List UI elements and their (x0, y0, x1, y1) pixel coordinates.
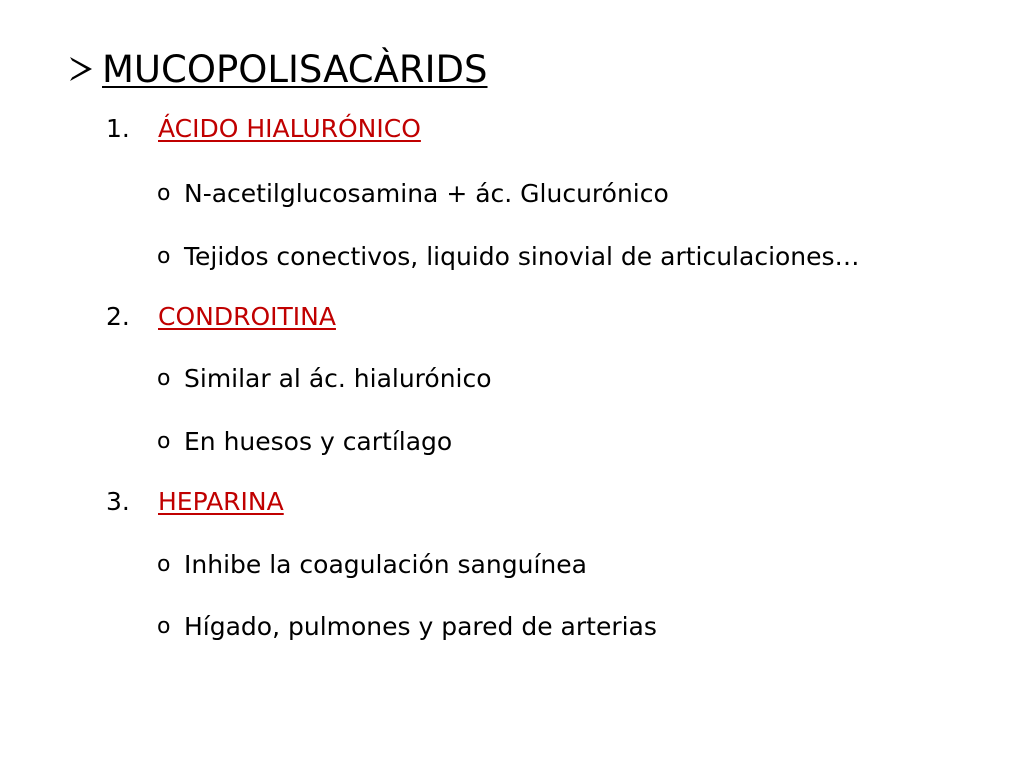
item-heading: ÁCIDO HIALURÓNICO (158, 114, 421, 143)
sub-item-text: Similar al ác. hialurónico (184, 364, 492, 393)
sub-item (0, 425, 1024, 459)
slide-title-row (66, 42, 488, 96)
circle-bullet-icon: o (157, 429, 171, 454)
sub-item-text: Inhibe la coagulación sanguínea (184, 550, 587, 579)
item-number: 1. (106, 114, 130, 143)
sub-item (0, 177, 1024, 211)
list-item-3 (0, 485, 1024, 519)
item-heading: CONDROITINA (158, 302, 336, 331)
sub-item (0, 610, 1024, 644)
sub-item (0, 362, 1024, 396)
sub-item (0, 240, 1024, 274)
list-item-2 (0, 300, 1024, 334)
circle-bullet-icon: o (157, 552, 171, 577)
item-number: 2. (106, 302, 130, 331)
circle-bullet-icon: o (157, 181, 171, 206)
item-number: 3. (106, 487, 130, 516)
sub-item-text: En huesos y cartílago (184, 427, 453, 456)
sub-item-text: N-acetilglucosamina + ác. Glucurónico (184, 179, 669, 208)
slide-title: MUCOPOLISACÀRIDS (102, 47, 488, 91)
circle-bullet-icon: o (157, 614, 171, 639)
item-heading: HEPARINA (158, 487, 284, 516)
arrow-bullet-icon (66, 54, 96, 84)
list-item-1 (0, 112, 1024, 146)
sub-item-text: Hígado, pulmones y pared de arterias (184, 612, 657, 641)
circle-bullet-icon: o (157, 244, 171, 269)
circle-bullet-icon: o (157, 366, 171, 391)
sub-item-text: Tejidos conectivos, liquido sinovial de articulaciones… (184, 242, 860, 271)
sub-item (0, 548, 1024, 582)
